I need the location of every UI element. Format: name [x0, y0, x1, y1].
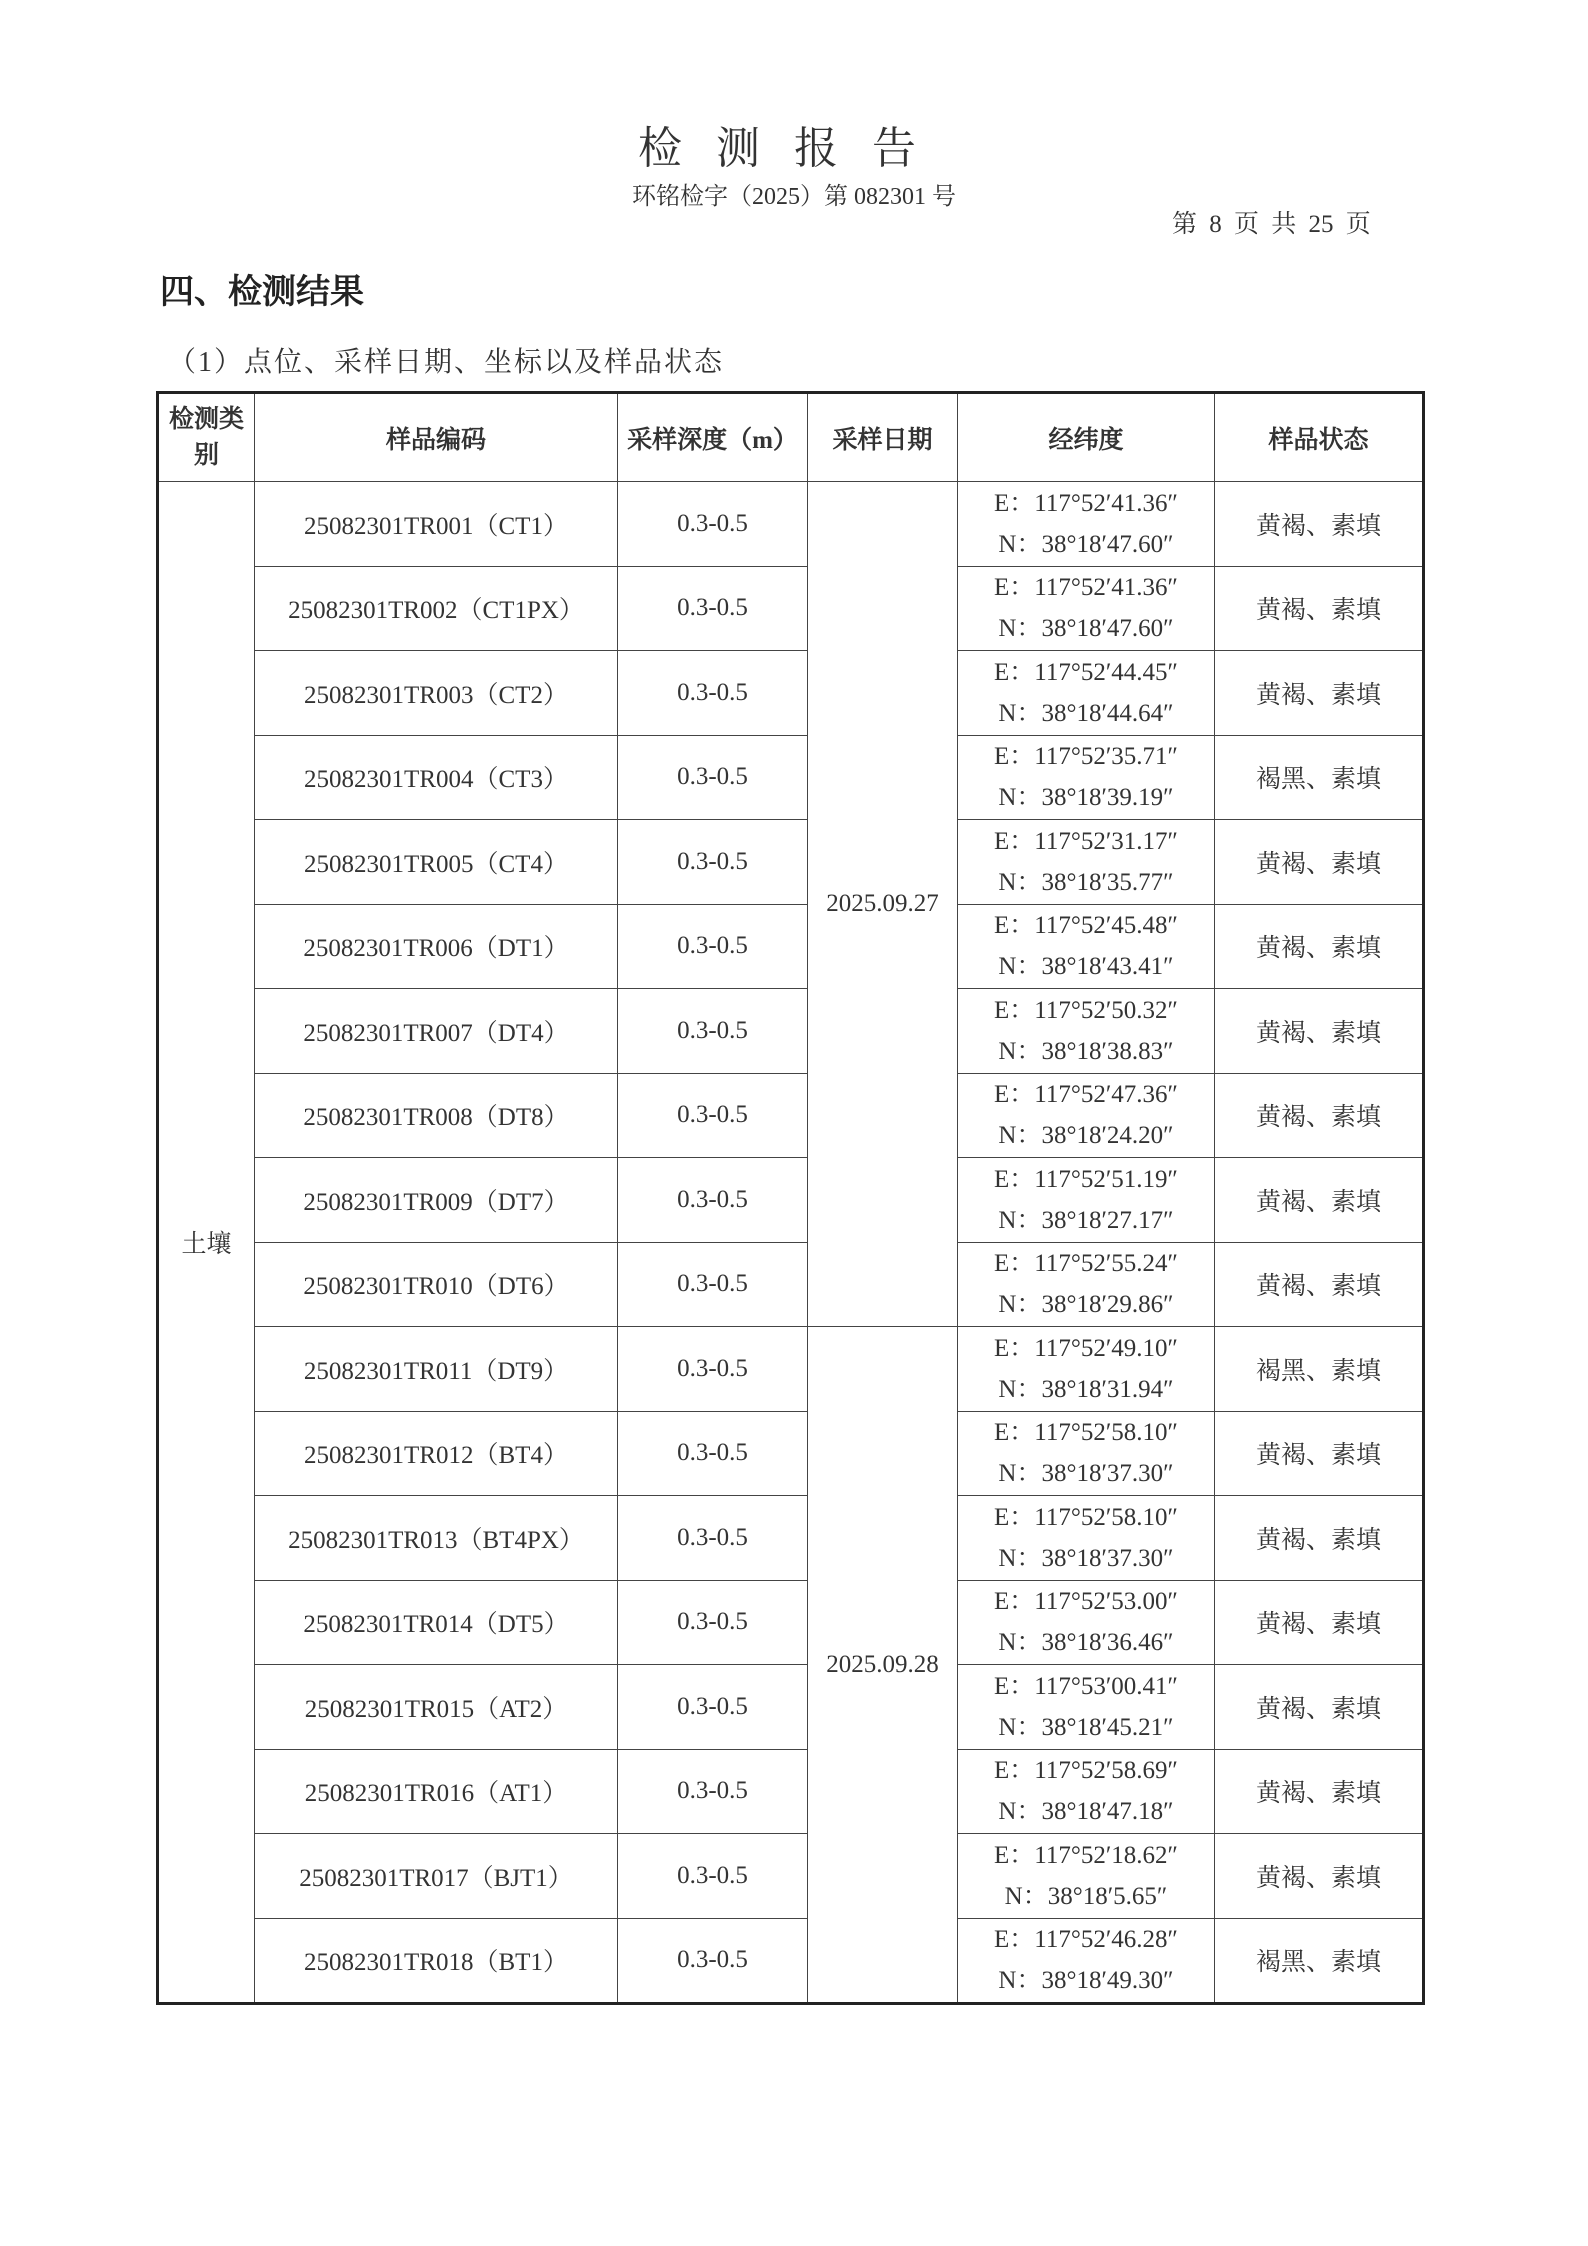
sample-code: 25082301TR012（BT4） — [255, 1411, 618, 1496]
sample-state: 黄褐、素填 — [1215, 1580, 1424, 1665]
sample-depth: 0.3-0.5 — [618, 1496, 808, 1581]
sample-state: 黄褐、素填 — [1215, 989, 1424, 1074]
longitude: E：117°52′41.36″ — [994, 489, 1178, 517]
longitude: E：117°52′35.71″ — [994, 743, 1178, 771]
subsection-heading: （1）点位、采样日期、坐标以及样品状态 — [168, 347, 725, 378]
sample-depth: 0.3-0.5 — [618, 735, 808, 820]
sample-state: 褐黑、素填 — [1215, 1327, 1424, 1412]
sample-code: 25082301TR018（BT1） — [255, 1918, 618, 2004]
sample-date: 2025.09.28 — [808, 1327, 958, 2004]
sample-date: 2025.09.27 — [808, 482, 958, 1327]
sample-depth: 0.3-0.5 — [618, 1580, 808, 1665]
sample-state: 黄褐、素填 — [1215, 1496, 1424, 1581]
latitude: N：38°18′37.30″ — [998, 1460, 1174, 1488]
sample-state: 褐黑、素填 — [1215, 1918, 1424, 2004]
table-row — [158, 904, 1424, 989]
sample-depth: 0.3-0.5 — [618, 1073, 808, 1158]
results-table — [156, 391, 1425, 2005]
table-row — [158, 735, 1424, 820]
sample-state: 黄褐、素填 — [1215, 1073, 1424, 1158]
sample-depth: 0.3-0.5 — [618, 566, 808, 651]
longitude: E：117°53′00.41″ — [994, 1672, 1178, 1700]
coordinates-cell — [958, 1496, 1215, 1581]
sample-depth: 0.3-0.5 — [618, 651, 808, 736]
coordinates-cell — [958, 1580, 1215, 1665]
coordinates-cell — [958, 820, 1215, 905]
table-row — [158, 1158, 1424, 1243]
col-header-state: 样品状态 — [1215, 393, 1424, 482]
sample-code: 25082301TR003（CT2） — [255, 651, 618, 736]
sample-code: 25082301TR007（DT4） — [255, 989, 618, 1074]
table-row — [158, 651, 1424, 736]
latitude: N：38°18′47.60″ — [998, 530, 1174, 558]
sample-depth: 0.3-0.5 — [618, 1749, 808, 1834]
table-row — [158, 820, 1424, 905]
table-row — [158, 1327, 1424, 1412]
latitude: N：38°18′36.46″ — [998, 1629, 1174, 1657]
sample-code: 25082301TR011（DT9） — [255, 1327, 618, 1412]
sample-state: 黄褐、素填 — [1215, 566, 1424, 651]
sample-code: 25082301TR002（CT1PX） — [255, 566, 618, 651]
coordinates-cell — [958, 989, 1215, 1074]
col-header-code: 样品编码 — [255, 393, 618, 482]
table-row — [158, 1918, 1424, 2004]
sample-code: 25082301TR008（DT8） — [255, 1073, 618, 1158]
latitude: N：38°18′47.18″ — [998, 1798, 1174, 1826]
table-row — [158, 989, 1424, 1074]
sample-state: 黄褐、素填 — [1215, 1158, 1424, 1243]
sample-depth: 0.3-0.5 — [618, 904, 808, 989]
col-header-coords: 经纬度 — [958, 393, 1215, 482]
coordinates-cell — [958, 651, 1215, 736]
sample-state: 黄褐、素填 — [1215, 820, 1424, 905]
longitude: E：117°52′46.28″ — [994, 1926, 1178, 1954]
latitude: N：38°18′45.21″ — [998, 1713, 1174, 1741]
sample-state: 黄褐、素填 — [1215, 1411, 1424, 1496]
sample-depth: 0.3-0.5 — [618, 1918, 808, 2004]
latitude: N：38°18′5.65″ — [1004, 1882, 1168, 1910]
table-header-row — [158, 393, 1424, 482]
coordinates-cell — [958, 1749, 1215, 1834]
table-row — [158, 1834, 1424, 1919]
page-info: 第 8 页 共 25 页 — [1172, 211, 1371, 238]
sample-state: 黄褐、素填 — [1215, 1834, 1424, 1919]
longitude: E：117°52′53.00″ — [994, 1588, 1178, 1616]
coordinates-cell — [958, 904, 1215, 989]
table-row — [158, 1496, 1424, 1581]
sample-depth: 0.3-0.5 — [618, 1834, 808, 1919]
sample-code: 25082301TR014（DT5） — [255, 1580, 618, 1665]
sample-state: 黄褐、素填 — [1215, 482, 1424, 567]
coordinates-cell — [958, 482, 1215, 567]
latitude: N：38°18′37.30″ — [998, 1544, 1174, 1572]
latitude: N：38°18′35.77″ — [998, 868, 1174, 896]
table-row — [158, 1749, 1424, 1834]
coordinates-cell — [958, 1834, 1215, 1919]
coordinates-cell — [958, 1918, 1215, 2004]
latitude: N：38°18′49.30″ — [998, 1967, 1174, 1995]
sample-state: 褐黑、素填 — [1215, 735, 1424, 820]
table-row — [158, 566, 1424, 651]
coordinates-cell — [958, 1411, 1215, 1496]
coordinates-cell — [958, 1327, 1215, 1412]
longitude: E：117°52′44.45″ — [994, 658, 1178, 686]
sample-depth: 0.3-0.5 — [618, 482, 808, 567]
report-title: 检测报告 — [638, 124, 950, 173]
table-row — [158, 1580, 1424, 1665]
latitude: N：38°18′31.94″ — [998, 1375, 1174, 1403]
sample-code: 25082301TR001（CT1） — [255, 482, 618, 567]
longitude: E：117°52′58.10″ — [994, 1503, 1178, 1531]
sample-code: 25082301TR009（DT7） — [255, 1158, 618, 1243]
coordinates-cell — [958, 566, 1215, 651]
latitude: N：38°18′47.60″ — [998, 615, 1174, 643]
longitude: E：117°52′58.69″ — [994, 1757, 1178, 1785]
sample-depth: 0.3-0.5 — [618, 1242, 808, 1327]
sample-state: 黄褐、素填 — [1215, 1749, 1424, 1834]
latitude: N：38°18′24.20″ — [998, 1122, 1174, 1150]
table-row — [158, 1411, 1424, 1496]
report-number: 环铭检字（2025）第 082301 号 — [632, 184, 956, 210]
longitude: E：117°52′50.32″ — [994, 996, 1178, 1024]
sample-code: 25082301TR013（BT4PX） — [255, 1496, 618, 1581]
longitude: E：117°52′18.62″ — [994, 1841, 1178, 1869]
sample-code: 25082301TR016（AT1） — [255, 1749, 618, 1834]
latitude: N：38°18′39.19″ — [998, 784, 1174, 812]
longitude: E：117°52′55.24″ — [994, 1250, 1178, 1278]
sample-state: 黄褐、素填 — [1215, 1242, 1424, 1327]
longitude: E：117°52′41.36″ — [994, 574, 1178, 602]
col-header-depth: 采样深度（m） — [618, 393, 808, 482]
coordinates-cell — [958, 1242, 1215, 1327]
sample-depth: 0.3-0.5 — [618, 1665, 808, 1750]
sample-depth: 0.3-0.5 — [618, 820, 808, 905]
latitude: N：38°18′44.64″ — [998, 699, 1174, 727]
sample-code: 25082301TR010（DT6） — [255, 1242, 618, 1327]
table-row — [158, 482, 1424, 567]
sample-code: 25082301TR006（DT1） — [255, 904, 618, 989]
sample-depth: 0.3-0.5 — [618, 989, 808, 1074]
sample-state: 黄褐、素填 — [1215, 651, 1424, 736]
col-header-type: 检测类别 — [158, 393, 255, 482]
coordinates-cell — [958, 1073, 1215, 1158]
sample-code: 25082301TR005（CT4） — [255, 820, 618, 905]
sample-depth: 0.3-0.5 — [618, 1411, 808, 1496]
sample-depth: 0.3-0.5 — [618, 1327, 808, 1412]
sample-state: 黄褐、素填 — [1215, 904, 1424, 989]
section-heading: 四、检测结果 — [160, 274, 364, 311]
table-row — [158, 1242, 1424, 1327]
longitude: E：117°52′58.10″ — [994, 1419, 1178, 1447]
sample-code: 25082301TR004（CT3） — [255, 735, 618, 820]
sample-code: 25082301TR015（AT2） — [255, 1665, 618, 1750]
coordinates-cell — [958, 735, 1215, 820]
latitude: N：38°18′29.86″ — [998, 1291, 1174, 1319]
table-row — [158, 1073, 1424, 1158]
longitude: E：117°52′49.10″ — [994, 1334, 1178, 1362]
sample-code: 25082301TR017（BJT1） — [255, 1834, 618, 1919]
table-row — [158, 1665, 1424, 1750]
longitude: E：117°52′31.17″ — [994, 827, 1178, 855]
latitude: N：38°18′43.41″ — [998, 953, 1174, 981]
col-header-date: 采样日期 — [808, 393, 958, 482]
latitude: N：38°18′38.83″ — [998, 1037, 1174, 1065]
sample-depth: 0.3-0.5 — [618, 1158, 808, 1243]
longitude: E：117°52′47.36″ — [994, 1081, 1178, 1109]
longitude: E：117°52′51.19″ — [994, 1165, 1178, 1193]
coordinates-cell — [958, 1665, 1215, 1750]
sample-type-cell: 土壤 — [158, 482, 255, 2004]
coordinates-cell — [958, 1158, 1215, 1243]
longitude: E：117°52′45.48″ — [994, 912, 1178, 940]
sample-state: 黄褐、素填 — [1215, 1665, 1424, 1750]
latitude: N：38°18′27.17″ — [998, 1206, 1174, 1234]
